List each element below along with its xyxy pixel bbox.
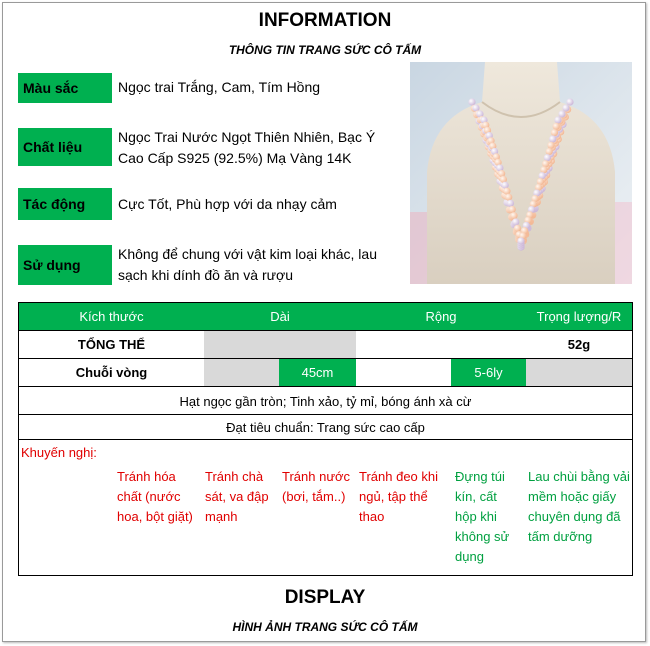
row-chain-label: Chuỗi vòng <box>75 365 148 380</box>
row-overall-label: TỔNG THỂ <box>77 337 146 352</box>
note-standard: Đạt tiêu chuẩn: Trang sức cao cấp <box>226 419 425 435</box>
row-chain-gap-2 <box>356 359 451 386</box>
header-weight: Trọng lượng/R <box>526 303 632 330</box>
row-chain-gap-1 <box>204 359 279 386</box>
row-overall-width <box>356 331 526 358</box>
row-chain-width: 5-6ly <box>451 359 526 386</box>
rec-cleaning: Lau chùi bằng vải mềm hoặc giấy chuyên dụng đã tấm dưỡng <box>528 469 630 544</box>
rec-storage: Đựng túi kín, cất hộp khi không sử dụng <box>455 469 510 564</box>
color-value: Ngọc trai Trắng, Cam, Tím Hồng <box>118 79 321 95</box>
display-title: DISPLAY <box>284 587 366 608</box>
product-photo <box>410 62 632 284</box>
rec-impact: Tránh chà sát, va đập mạnh <box>205 469 269 524</box>
rec-water: Tránh nước (bơi, tắm..) <box>282 469 351 504</box>
usage-value: Không để chung với vật kim loại khác, lau sạch khi dính đồ ăn và rượu <box>118 246 377 283</box>
header-length: Dài <box>204 303 356 330</box>
rule-1 <box>19 330 632 331</box>
color-label: Màu sắc <box>18 73 112 103</box>
material-label: Chất liệu <box>18 128 112 166</box>
usage-label: Sử dụng <box>18 245 112 285</box>
row-overall-weight: 52g <box>567 337 591 352</box>
spec-table <box>18 302 633 576</box>
row-overall-length <box>204 331 356 358</box>
header-size: Kích thước <box>19 303 204 330</box>
rec-chemicals: Tránh hóa chất (nước hoa, bột giặt) <box>117 469 193 524</box>
rule-4 <box>19 414 632 415</box>
display-subtitle: HÌNH ẢNH TRANG SỨC CÔ TẤM <box>232 620 418 634</box>
effect-value: Cực Tốt, Phù hợp với da nhạy cảm <box>118 196 337 212</box>
row-chain-weight <box>526 359 632 386</box>
header-width: Rộng <box>356 303 526 330</box>
row-chain-length: 45cm <box>279 359 356 386</box>
rec-sleep: Tránh đeo khi ngủ, tập thể thao <box>359 469 439 524</box>
info-title: INFORMATION <box>258 10 392 31</box>
effect-label: Tác động <box>18 188 112 220</box>
rule-3 <box>19 386 632 387</box>
material-value: Ngọc Trai Nước Ngọt Thiên Nhiên, Bạc Ý Cao Cấp S925 (92.5%) Mạ Vàng 14K <box>118 129 376 166</box>
info-subtitle: THÔNG TIN TRANG SỨC CÔ TẤM <box>228 43 422 57</box>
note-pearl: Hạt ngọc gần tròn; Tinh xảo, tỷ mỉ, bóng ánh xà cừ <box>179 393 472 409</box>
rule-2 <box>19 358 632 359</box>
recommend-label: Khuyến nghị: <box>21 444 97 460</box>
